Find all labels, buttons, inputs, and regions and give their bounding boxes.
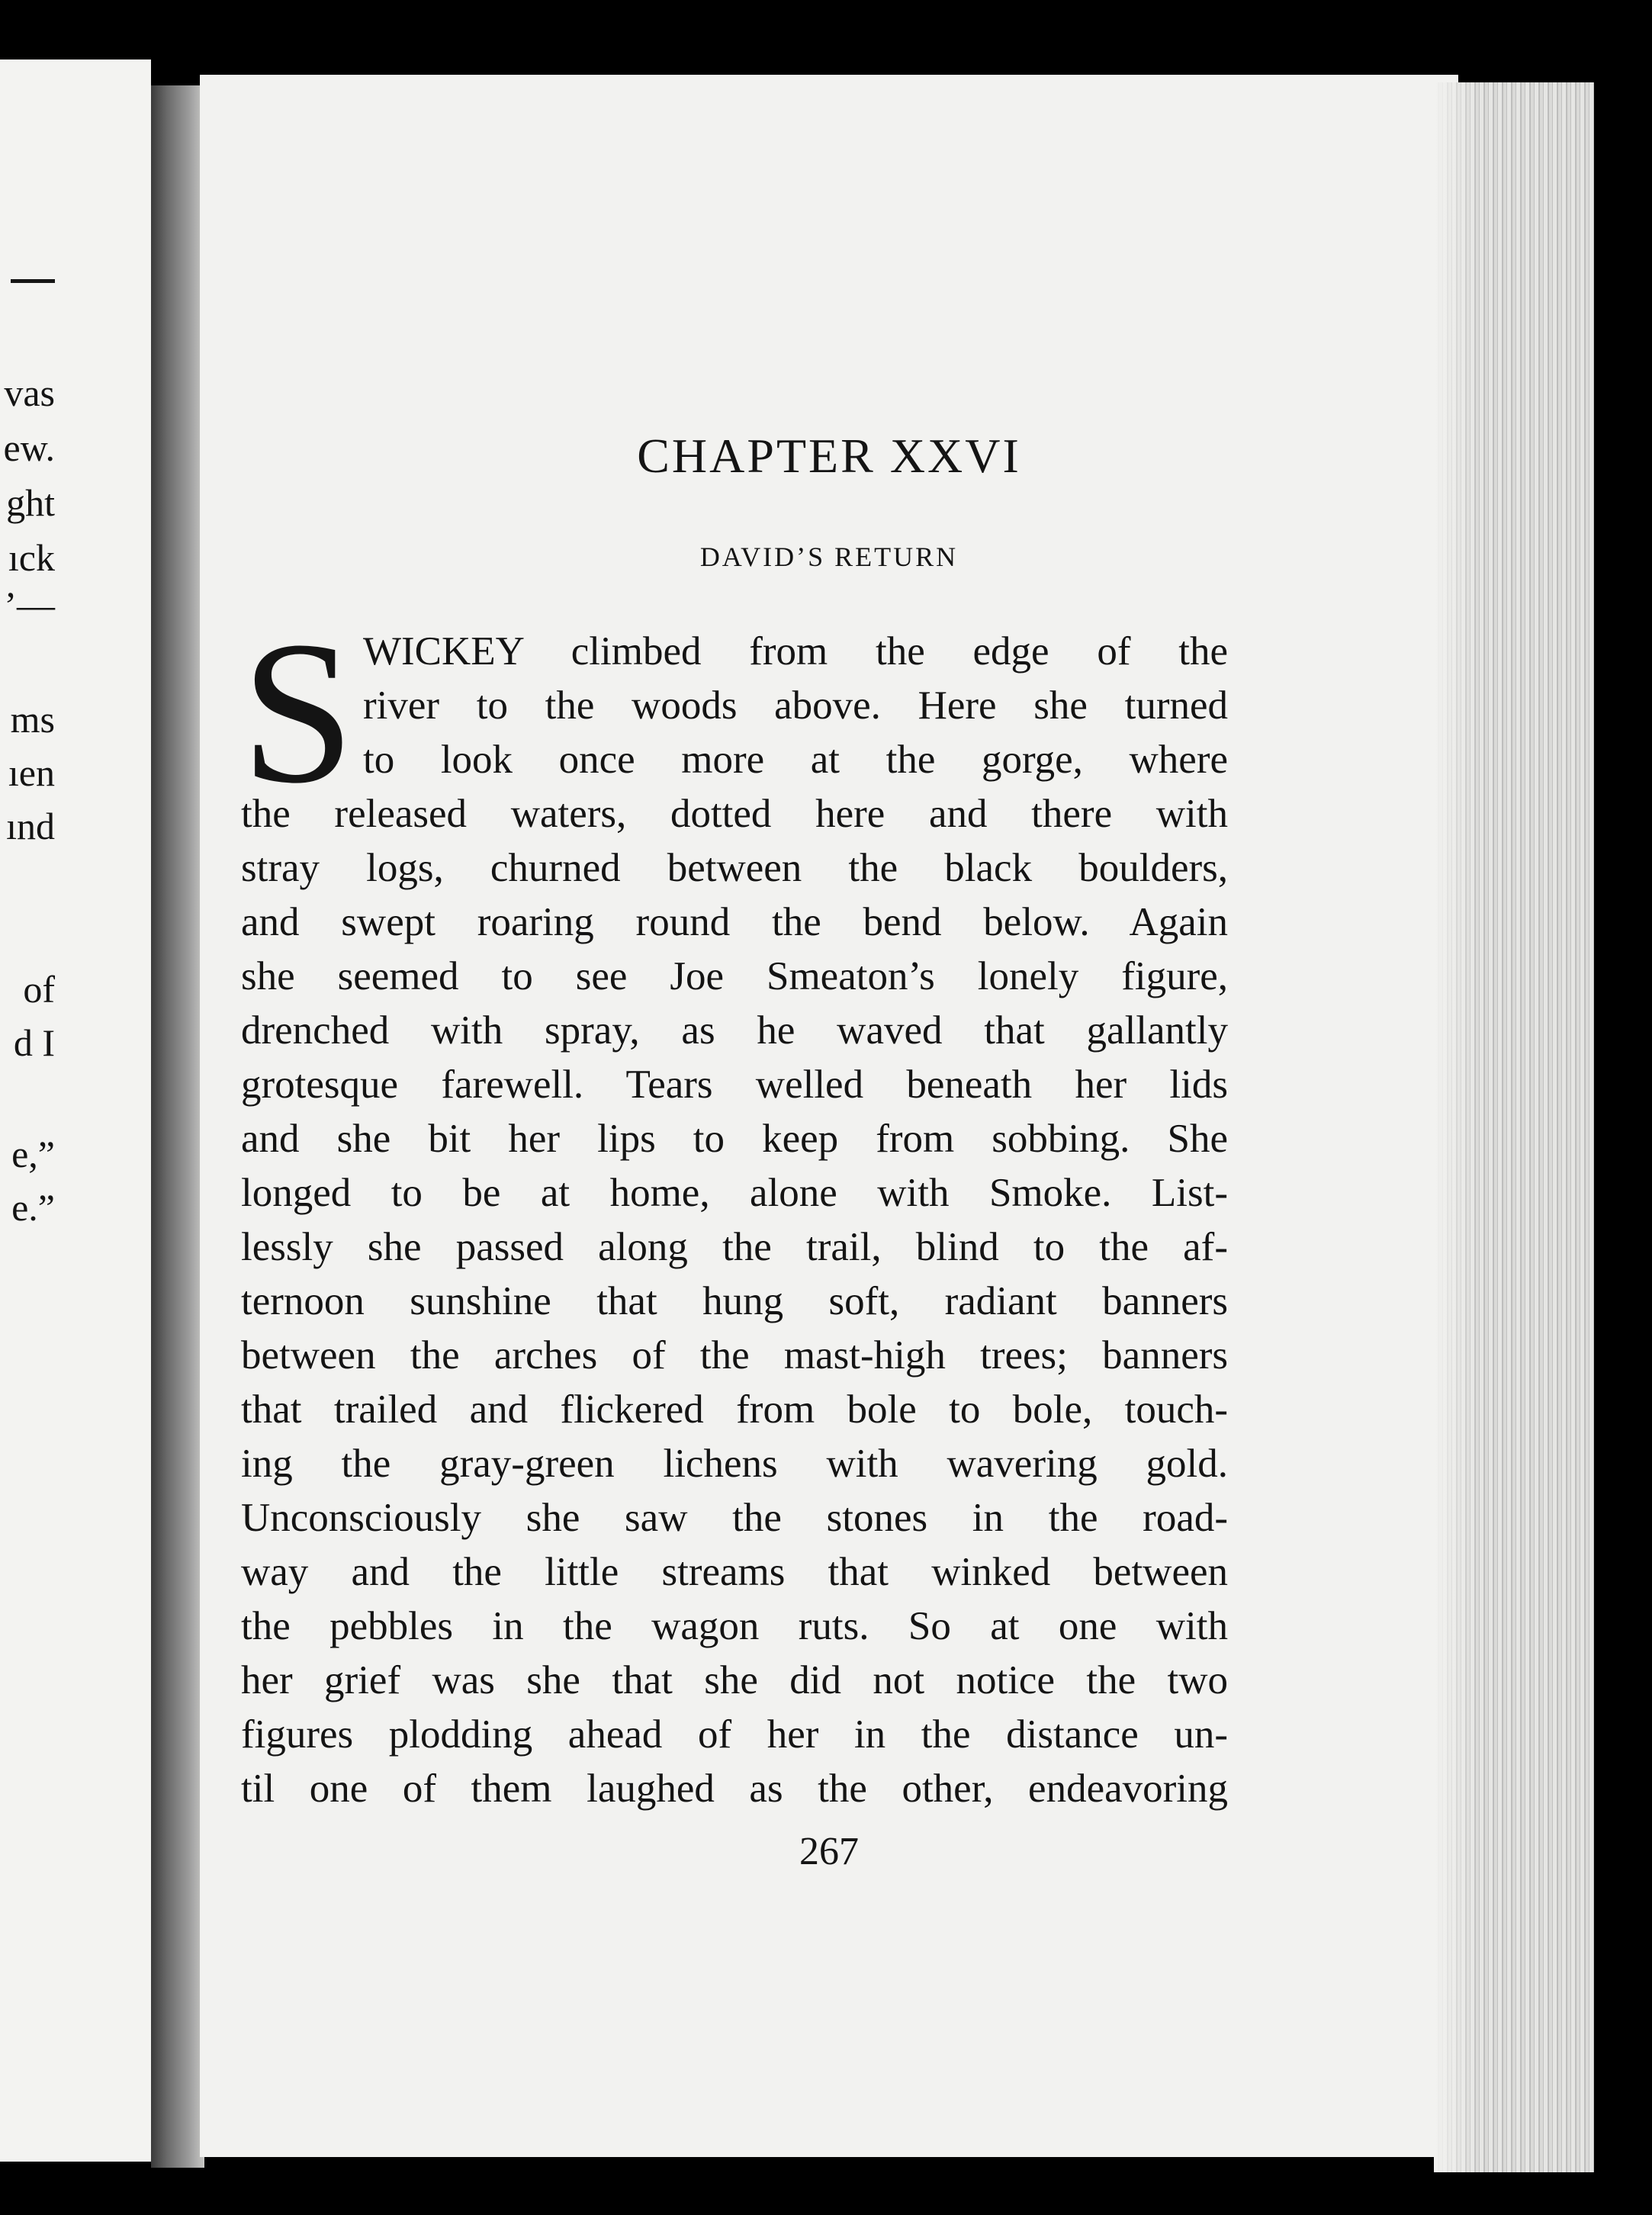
- left-page-fragment: ms: [10, 698, 55, 741]
- text-line: stray logs, churned between the black boulders,: [241, 846, 1228, 890]
- text-line: lessly she passed along the trail, blind to the af-: [241, 1225, 1228, 1269]
- text-line: WICKEY climbed from the edge of the: [363, 629, 1228, 674]
- chapter-subtitle: DAVID’S RETURN: [699, 542, 959, 572]
- text-line: between the arches of the mast-high trees; banners: [241, 1333, 1228, 1378]
- text-line: Unconsciously she saw the stones in the road-: [241, 1496, 1228, 1540]
- text-line: longed to be at home, alone with Smoke. List-: [241, 1171, 1228, 1215]
- text-line: way and the little streams that winked between: [241, 1550, 1228, 1594]
- drop-cap: S: [241, 599, 355, 825]
- left-page-fragment: ıen: [8, 751, 55, 794]
- text-line: and she bit her lips to keep from sobbing. She: [241, 1117, 1228, 1161]
- text-line: the released waters, dotted here and there with: [241, 792, 1228, 836]
- text-line: she seemed to see Joe Smeaton’s lonely figure,: [241, 954, 1228, 998]
- text-line: to look once more at the gorge, where: [363, 738, 1228, 782]
- text-line: that trailed and flickered from bole to bole, touch-: [241, 1387, 1228, 1432]
- text-line: til one of them laughed as the other, endeavoring: [241, 1767, 1228, 1811]
- left-page-fragment: ’—: [4, 583, 55, 626]
- left-facing-page: [0, 59, 151, 2162]
- left-page-fragment: ınd: [6, 805, 55, 847]
- text-line: her grief was she that she did not notice the two: [241, 1658, 1228, 1702]
- left-page-fragment: ght: [6, 481, 55, 524]
- text-line: river to the woods above. Here she turned: [363, 683, 1228, 728]
- chapter-title: CHAPTER XXVI: [637, 429, 1021, 483]
- text-line: the pebbles in the wagon ruts. So at one with: [241, 1604, 1228, 1648]
- left-page-fragment: of: [23, 968, 55, 1011]
- left-page-fragment: e,”: [11, 1133, 55, 1175]
- left-page-rule: [11, 279, 55, 283]
- book-gutter: [151, 85, 204, 2168]
- text-line: and swept roaring round the bend below. Again: [241, 900, 1228, 944]
- left-page-fragment: vas: [4, 371, 55, 414]
- text-line: ing the gray-green lichens with wavering gold.: [241, 1442, 1228, 1486]
- text-line: ternoon sunshine that hung soft, radiant banners: [241, 1279, 1228, 1323]
- text-line: grotesque farewell. Tears welled beneath her lids: [241, 1062, 1228, 1107]
- text-line: figures plodding ahead of her in the distance un-: [241, 1712, 1228, 1757]
- left-page-fragment: ew.: [3, 426, 55, 469]
- left-page-fragment: e.”: [11, 1186, 55, 1229]
- left-page-fragment: d I: [13, 1021, 55, 1064]
- left-page-fragment: ıck: [8, 536, 55, 579]
- page-number: 267: [799, 1830, 859, 1873]
- text-line: drenched with spray, as he waved that gallantly: [241, 1008, 1228, 1053]
